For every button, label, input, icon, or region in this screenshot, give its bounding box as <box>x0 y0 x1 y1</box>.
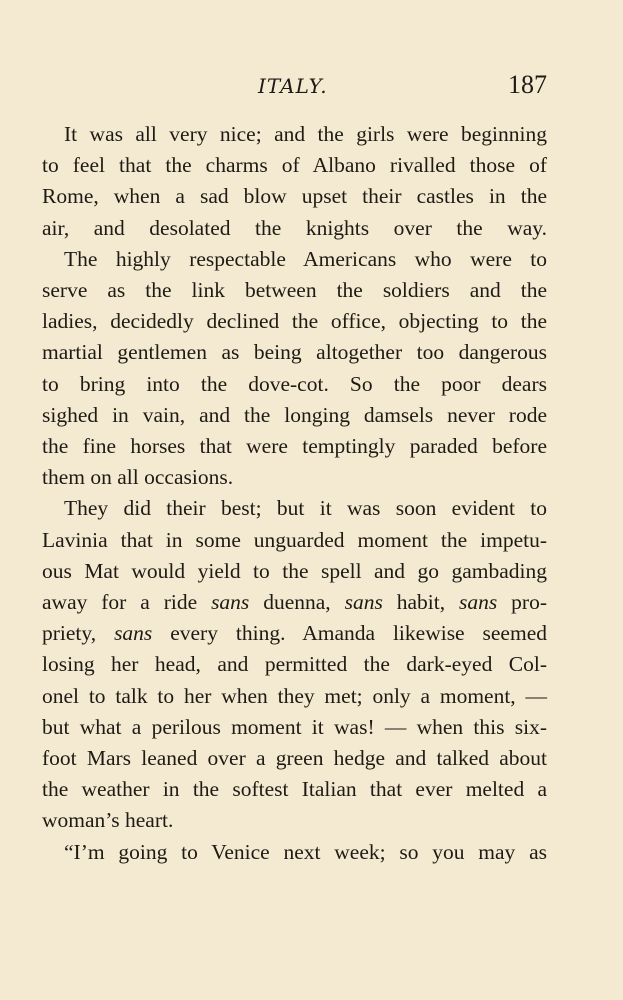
text-line: woman’s heart. <box>42 808 174 833</box>
text-line: martial gentlemen as being altogether too dangerous <box>42 340 547 365</box>
page-number: 187 <box>508 70 547 99</box>
text-line: Lavinia that in some unguarded moment the impetu- <box>42 527 547 552</box>
running-title: ITALY. <box>258 74 328 98</box>
text-line: The highly respectable Americans who were to <box>64 246 547 271</box>
text-line: ladies, decidedly declined the office, objecting to the <box>42 309 547 334</box>
text-line: ous Mat would yield to the spell and go gambading <box>42 558 547 583</box>
text-line: air, and desolated the knights over the way. <box>42 215 547 240</box>
text-line: Rome, when a sad blow upset their castles in the <box>42 184 547 209</box>
text-line: They did their best; but it was soon evident to <box>64 496 547 521</box>
paragraph <box>42 837 547 868</box>
text-line: onel to talk to her when they met; only a moment, — <box>42 683 547 708</box>
text-line: sighed in vain, and the longing damsels never rode <box>42 402 547 427</box>
running-head <box>0 70 623 104</box>
text-line: losing her head, and permitted the dark-eyed Col- <box>42 652 547 677</box>
text-line: It was all very nice; and the girls were beginning <box>64 122 547 146</box>
text-line: them on all occasions. <box>42 465 234 490</box>
body-text <box>42 119 547 868</box>
text-line: to bring into the dove-cot. So the poor dears <box>42 371 547 396</box>
paragraph <box>42 493 547 836</box>
text-line: “I’m going to Venice next week; so you may as <box>64 839 547 864</box>
text-line: priety, sans every thing. Amanda likewise seemed <box>42 621 547 646</box>
text-line: foot Mars leaned over a green hedge and talked about <box>42 746 547 771</box>
text-line: but what a perilous moment it was! — when this six- <box>42 714 547 739</box>
paragraph <box>42 119 547 244</box>
text-line: away for a ride sans duenna, sans habit, sans pro- <box>42 590 547 615</box>
paragraph <box>42 244 547 494</box>
text-line: to feel that the charms of Albano rivalled those of <box>42 153 547 178</box>
text-line: the weather in the softest Italian that ever melted a <box>42 777 547 802</box>
text-line: serve as the link between the soldiers and the <box>42 278 547 303</box>
text-line: the fine horses that were temptingly paraded before <box>42 434 547 459</box>
